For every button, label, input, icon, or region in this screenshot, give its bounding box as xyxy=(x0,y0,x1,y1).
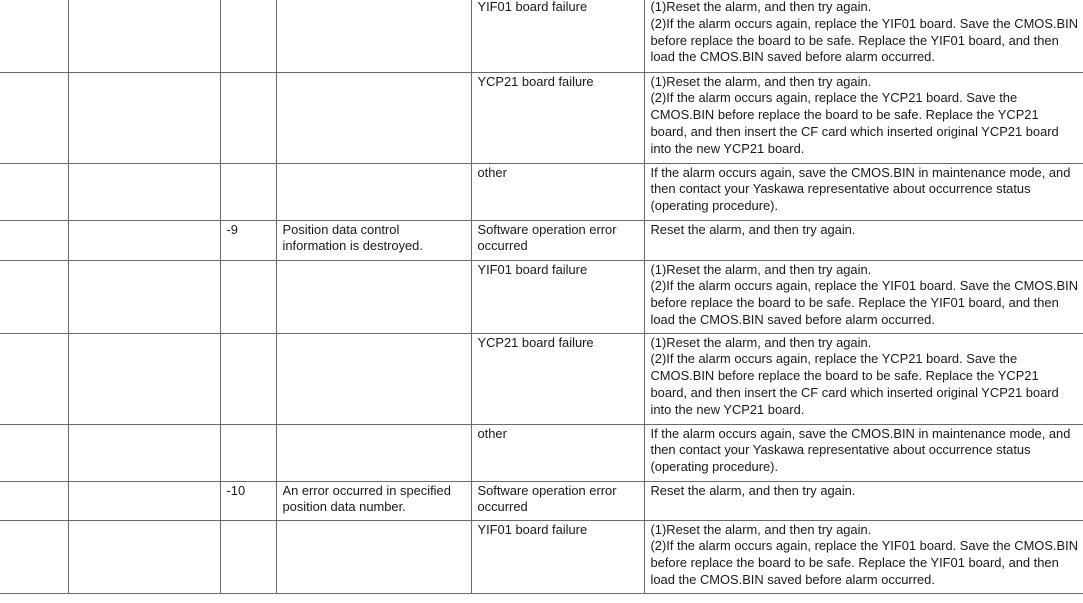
table-cell-sub-code xyxy=(220,520,276,593)
table-cell-meaning xyxy=(276,424,471,481)
table-cell-alarm-number xyxy=(68,0,220,72)
table-cell-blank xyxy=(0,163,68,220)
table-cell-remedy: (1)Reset the alarm, and then try again. (2)If the alarm occurs again, replace the YIF01 board. Save the CMOS.BIN before replace the board to be safe. Replace the YIF01 board, and then load the CMOS.BIN saved before alarm occurred. xyxy=(644,260,1083,333)
table-cell-meaning xyxy=(276,333,471,424)
table-cell-blank xyxy=(0,220,68,260)
table-cell-alarm-number xyxy=(68,481,220,520)
table-row xyxy=(0,333,1083,424)
table-cell-cause: Software operation error occurred xyxy=(471,220,644,260)
table-cell-sub-code xyxy=(220,260,276,333)
table-cell-cause: other xyxy=(471,163,644,220)
table-row xyxy=(0,0,1083,72)
table-cell-blank xyxy=(0,481,68,520)
table-cell-meaning xyxy=(276,0,471,72)
table-row xyxy=(0,163,1083,220)
table-cell-meaning xyxy=(276,260,471,333)
table-cell-remedy: (1)Reset the alarm, and then try again. (2)If the alarm occurs again, replace the YCP21 board. Save the CMOS.BIN before replace the board to be safe. Replace the YCP21 board, and then insert the CF card which inserted original YCP21 board into the new YCP21 board. xyxy=(644,72,1083,163)
table-cell-alarm-number xyxy=(68,163,220,220)
table-cell-alarm-number xyxy=(68,424,220,481)
table-cell-alarm-number xyxy=(68,520,220,593)
table-cell-sub-code xyxy=(220,333,276,424)
table-cell-meaning xyxy=(276,163,471,220)
table-cell-sub-code xyxy=(220,163,276,220)
table-cell-cause: YCP21 board failure xyxy=(471,333,644,424)
table-cell-alarm-number xyxy=(68,260,220,333)
table-cell-remedy: If the alarm occurs again, save the CMOS.BIN in maintenance mode, and then contact your Yaskawa representative about occurrence status (operating procedure). xyxy=(644,163,1083,220)
table-cell-cause: other xyxy=(471,424,644,481)
table-cell-remedy: (1)Reset the alarm, and then try again. (2)If the alarm occurs again, replace the YIF01 board. Save the CMOS.BIN before replace the board to be safe. Replace the YIF01 board, and then load the CMOS.BIN saved before alarm occurred. xyxy=(644,520,1083,593)
table-row xyxy=(0,520,1083,593)
table-cell-cause: YCP21 board failure xyxy=(471,72,644,163)
table-cell-sub-code: -10 xyxy=(220,481,276,520)
table-row xyxy=(0,424,1083,481)
table-cell-cause: YIF01 board failure xyxy=(471,0,644,72)
table-cell-remedy: If the alarm occurs again, save the CMOS.BIN in maintenance mode, and then contact your Yaskawa representative about occurrence status (operating procedure). xyxy=(644,424,1083,481)
table-cell-cause: YIF01 board failure xyxy=(471,520,644,593)
table-row xyxy=(0,220,1083,260)
table-cell-remedy: Reset the alarm, and then try again. xyxy=(644,220,1083,260)
table-cell-sub-code xyxy=(220,0,276,72)
table-cell-cause: Software operation error occurred xyxy=(471,481,644,520)
table-cell-sub-code xyxy=(220,424,276,481)
table-cell-meaning xyxy=(276,520,471,593)
table-cell-blank xyxy=(0,260,68,333)
table-row xyxy=(0,481,1083,520)
table-cell-blank xyxy=(0,333,68,424)
table-row xyxy=(0,72,1083,163)
table-cell-blank xyxy=(0,424,68,481)
table-cell-blank xyxy=(0,0,68,72)
table-cell-meaning: An error occurred in specified position data number. xyxy=(276,481,471,520)
table-cell-cause: YIF01 board failure xyxy=(471,260,644,333)
table-cell-alarm-number xyxy=(68,220,220,260)
table-cell-alarm-number xyxy=(68,333,220,424)
table-cell-meaning xyxy=(276,72,471,163)
table-cell-sub-code: -9 xyxy=(220,220,276,260)
table-cell-meaning: Position data control information is destroyed. xyxy=(276,220,471,260)
table-cell-remedy: (1)Reset the alarm, and then try again. (2)If the alarm occurs again, replace the YIF01 board. Save the CMOS.BIN before replace the board to be safe. Replace the YIF01 board, and then load the CMOS.BIN saved before alarm occurred. xyxy=(644,0,1083,72)
table-cell-remedy: Reset the alarm, and then try again. xyxy=(644,481,1083,520)
table-row xyxy=(0,260,1083,333)
table-cell-blank xyxy=(0,520,68,593)
table-cell-remedy: (1)Reset the alarm, and then try again. (2)If the alarm occurs again, replace the YCP21 board. Save the CMOS.BIN before replace the board to be safe. Replace the YCP21 board, and then insert the CF card which inserted original YCP21 board into the new YCP21 board. xyxy=(644,333,1083,424)
table-cell-blank xyxy=(0,72,68,163)
table-cell-alarm-number xyxy=(68,72,220,163)
table-cell-sub-code xyxy=(220,72,276,163)
